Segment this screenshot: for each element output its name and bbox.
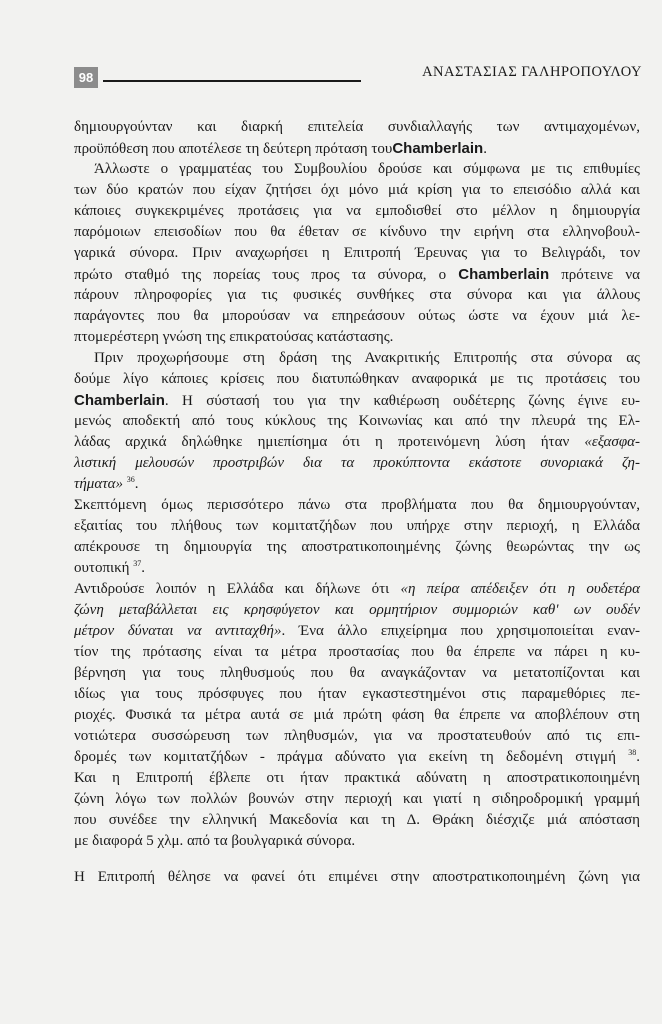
text-line: εξαιτίας του πλήθους των κομιτατζήδων που υπήρχε στην περιοχή, η Ελλάδα bbox=[74, 518, 640, 534]
text-line bbox=[74, 474, 640, 495]
text-segment: τήματα» bbox=[74, 476, 123, 492]
text-line: μενώς αποδεκτή από τους κύκλους της Κοινωνίας και από την πλευρά της Ελ- bbox=[74, 413, 640, 429]
text-segment: . Η σύστασή του για την καθιέρωση ουδέτερης ζώνης έγινε ευ- bbox=[164, 393, 640, 409]
text-line: απέκρουσε τη δημιουργία της αποστρατικοποιημένης ζώνης θεωρώντας την ως bbox=[74, 539, 640, 555]
text-line bbox=[74, 432, 640, 453]
text-line: δημιουργούνταν και διαρκή επιτελεία συνδιαλλαγής των αντιμαχομένων, bbox=[74, 119, 640, 135]
text-line bbox=[74, 453, 640, 474]
text-segment: λάδας αρχικά δηλώθηκε ημιεπίσημα ότι η προτεινόμενη λύση ήταν bbox=[74, 434, 585, 450]
text-segment: Chamberlain bbox=[392, 140, 484, 157]
text-segment: πρώτο σταθμό της πορείας τους προς τα σύνορα, ο bbox=[74, 267, 459, 283]
text-line: με διαφορά 5 χλμ. από τα βουλγαρικά σύνορα. bbox=[74, 833, 356, 849]
body-text bbox=[74, 117, 640, 888]
text-segment: . bbox=[141, 560, 145, 576]
header-rule bbox=[103, 80, 361, 82]
footnote-ref: 37 bbox=[133, 559, 142, 568]
text-line: Η Επιτροπή θέλησε να φανεί ότι επιμένει στην αποστρατικοποιημένη ζώνη για bbox=[74, 869, 640, 885]
text-segment: «η πείρα απέδειξεν ότι η ουδετέρα bbox=[400, 581, 640, 597]
text-segment: πρότεινε να bbox=[549, 267, 640, 283]
text-segment: λιστική μελουσών προστριβών δια τα προκύπτοντα εκάστοτε συνοριακά ζη- bbox=[74, 455, 640, 471]
text-segment: Αντιδρούσε λοιπόν η Ελλάδα και δήλωνε ότι bbox=[74, 581, 401, 597]
text-line bbox=[74, 600, 640, 621]
text-line: τίον της πρότασης είναι τα μέτρα προστασίας που θα έπρεπε να πάρει η κυ- bbox=[74, 644, 640, 660]
text-line: Άλλωστε ο γραμματέας του Συμβουλίου δρούσε και σύμφωνα με τις επιθυμίες bbox=[94, 161, 640, 177]
text-segment: . Ένα άλλο επιχείρημα που χρησιμοποιείται εναν- bbox=[281, 623, 640, 639]
text-segment: . bbox=[636, 749, 640, 765]
text-segment: ζώνη μεταβάλλεται εις κρησφύγετον και ορμητήριον συμμοριών καθ' ων ουδέν bbox=[74, 602, 640, 618]
text-line: δούμε λίγο κάποιες κρίσεις που διατυπώθηκαν αναφορικά με τις προτάσεις του bbox=[74, 371, 640, 387]
text-line bbox=[74, 747, 640, 768]
paragraph-gap bbox=[74, 852, 640, 867]
text-segment: . bbox=[483, 141, 487, 157]
text-line: ζώνη λόγω των πολλών βουνών στην περιοχή και γιατί η σιδηροδρομική γραμμή bbox=[74, 791, 640, 807]
text-segment: Chamberlain bbox=[458, 266, 550, 283]
text-line: Και η Επιτροπή έβλεπε οτι ήταν πρακτικά αδύνατη η αποστρατικοποιημένη bbox=[74, 770, 640, 786]
text-line: πτομερέστερη γνώση της επικρατούσας κατάστασης. bbox=[74, 329, 394, 345]
running-title: ΑΝΑΣΤΑΣΙΑΣ ΓΑΛΗΡΟΠΟΥΛΟΥ bbox=[422, 64, 642, 80]
text-line: πάρουν πληροφορίες για τις φυσικές συνθήκες στα σύνορα και για άλλους bbox=[74, 287, 640, 303]
text-line: κάποιες συγκεκριμένες προτάσεις για να εμποδισθεί στο μέλλον η δημιουργία bbox=[74, 203, 640, 219]
text-line bbox=[74, 579, 640, 600]
text-line: ιδίως για τους πρόσφυγες που ήταν εγκαστεστημένοι στις παραμεθόριες πε- bbox=[74, 686, 640, 702]
text-line: παρόμοιων επεισοδίων που θα έθεταν σε κίνδυνο την ειρήνη στα ελληνοβουλ- bbox=[74, 224, 640, 240]
text-line: νοτιώτερα συσσώρευση των πληθυσμών, για να προστατευθούν από τις επι- bbox=[74, 728, 640, 744]
text-segment: μέτρον δύναται να αντιταχθή» bbox=[74, 623, 282, 639]
text-segment: προϋπόθεση που αποτέλεσε τη δεύτερη πρόταση του bbox=[74, 141, 393, 157]
page-number: 98 bbox=[74, 67, 98, 88]
text-line: βέρνηση για τους πληθυσμούς που θα αναγκάζονταν να μετατοπίζονται και bbox=[74, 665, 640, 681]
text-segment: ουτοπική bbox=[74, 560, 134, 576]
text-line: παράγοντες που θα μπορούσαν να επηρεάσουν ούτως ώστε να έχουν μιά λε- bbox=[74, 308, 640, 324]
text-line: Σκεπτόμενη όμως περισσότερο πάνω στα προβλήματα που θα δημιουργούνταν, bbox=[74, 497, 640, 513]
text-segment: . bbox=[134, 476, 139, 492]
text-line: ριοχές. Φυσικά τα μέτρα αυτά σε μιά πρώτη φάση θα έπρεπε να αποβλέπουν στη bbox=[74, 707, 640, 723]
footnote-ref: 36 bbox=[126, 475, 135, 484]
text-line bbox=[74, 621, 640, 642]
text-line bbox=[74, 390, 640, 411]
text-line bbox=[74, 558, 640, 579]
footnote-ref: 38 bbox=[628, 748, 637, 757]
text-line: γαρικά σύνορα. Πριν αναχωρήσει η Επιτροπή Έρευνας για το Βελιγράδι, τον bbox=[74, 245, 640, 261]
text-segment: Chamberlain bbox=[74, 392, 165, 409]
text-line bbox=[74, 264, 640, 285]
text-line: Πριν προχωρήσουμε στη δράση της Ανακριτικής Επιτροπής στα σύνορα ας bbox=[94, 350, 640, 366]
text-line: των δύο κρατών που είχαν ζητήσει όχι μόνο μιά κρίση για το επεισόδιο αλλά και bbox=[74, 182, 640, 198]
text-line bbox=[74, 138, 640, 159]
text-line: που συνέδεε την ελληνική Μακεδονία και τη Δ. Θράκη διέσχιζε μιά απόσταση bbox=[74, 812, 640, 828]
text-segment: «εξασφα- bbox=[584, 434, 640, 450]
text-segment: δρομές των κομιτατζήδων - πράγμα αδύνατο για εκείνη τη δεδομένη στιγμή bbox=[74, 749, 629, 765]
